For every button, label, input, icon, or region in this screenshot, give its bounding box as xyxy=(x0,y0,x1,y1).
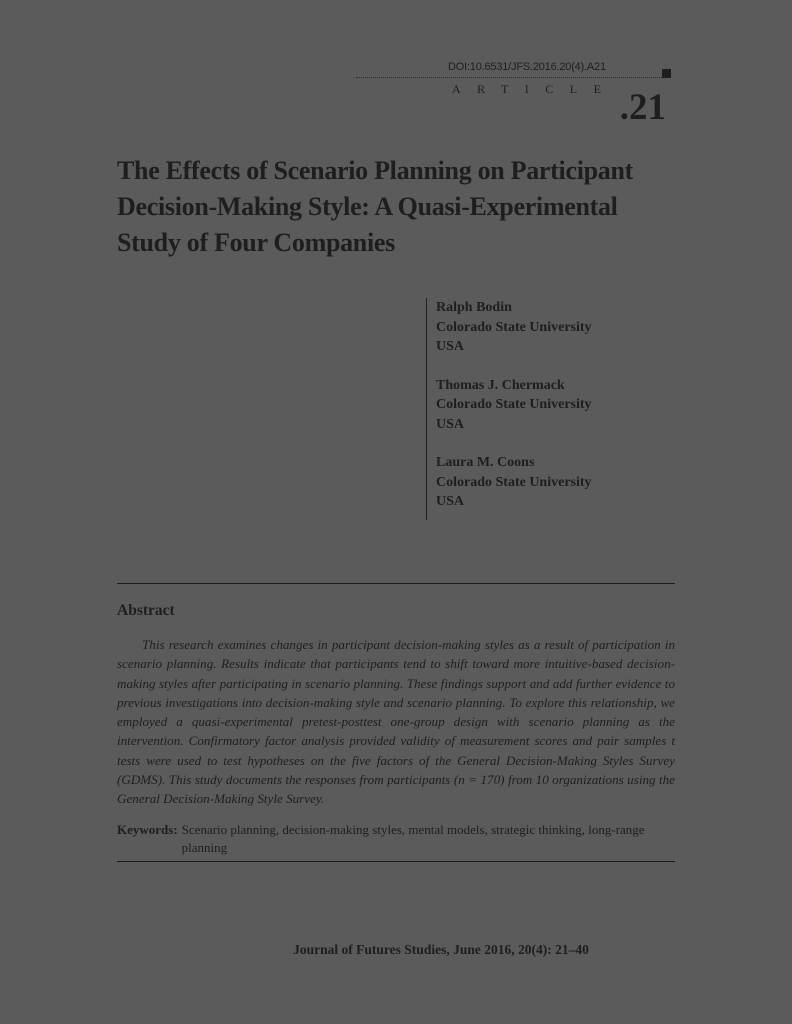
title-line: Decision-Making Style: A Quasi-Experimental xyxy=(117,192,618,221)
journal-citation: Journal of Futures Studies, June 2016, 20(4): 21–40 xyxy=(293,942,589,957)
author-name: Laura M. Coons xyxy=(436,455,535,470)
abstract-text: This research examines changes in participant decision-making styles as a result of participation in scenario planning. Results indicate that participants tend to shift toward more intuitive-based decision-making styles after participating in scenario planning. These findings support and add further evidence to previous investigations into decision-making style and scenario planning. To explore this relationship, we employed a quasi-experimental pretest-posttest one-group design with scenario planning as the intervention. Confirmatory factor analysis provided validity of measurement scores and pair samples t tests were used to test hypotheses on the five factors of the General Decision-Making Styles Survey (GDMS). This study documents the responses from participants (n = 170) from 10 organizations using the General Decision-Making Style Survey. xyxy=(117,637,675,807)
abstract-bottom-rule xyxy=(117,861,675,862)
title-line: The Effects of Scenario Planning on Participant xyxy=(117,156,633,185)
author-entry xyxy=(436,376,592,435)
author-entry xyxy=(436,453,592,512)
abstract-top-rule xyxy=(117,583,675,584)
keywords-block xyxy=(117,821,675,856)
author-affiliation: Colorado State University xyxy=(436,397,592,412)
author-name: Ralph Bodin xyxy=(436,300,512,315)
author-affiliation: Colorado State University xyxy=(436,319,592,335)
keywords-text: Scenario planning, decision-making styles, mental models, strategic thinking, long-range planning xyxy=(181,822,645,855)
author-block xyxy=(426,298,592,520)
square-marker-icon xyxy=(662,69,671,78)
author-country: USA xyxy=(436,339,465,354)
abstract-heading: Abstract xyxy=(117,602,175,619)
author-affiliation: Colorado State University xyxy=(436,474,592,490)
keywords-label: Keywords: xyxy=(117,822,178,837)
author-entry xyxy=(436,298,592,357)
doi-text: DOI:10.6531/JFS.2016.20(4).A21 xyxy=(448,61,606,73)
section-label: ARTICLE xyxy=(452,82,618,96)
author-country: USA xyxy=(436,494,465,509)
doi-dotted-rule xyxy=(356,77,662,78)
page-number: .21 xyxy=(619,87,666,128)
title-line: Study of Four Companies xyxy=(117,228,395,257)
paper-title xyxy=(117,153,697,261)
author-country: USA xyxy=(436,416,465,432)
author-name: Thomas J. Chermack xyxy=(436,377,565,393)
